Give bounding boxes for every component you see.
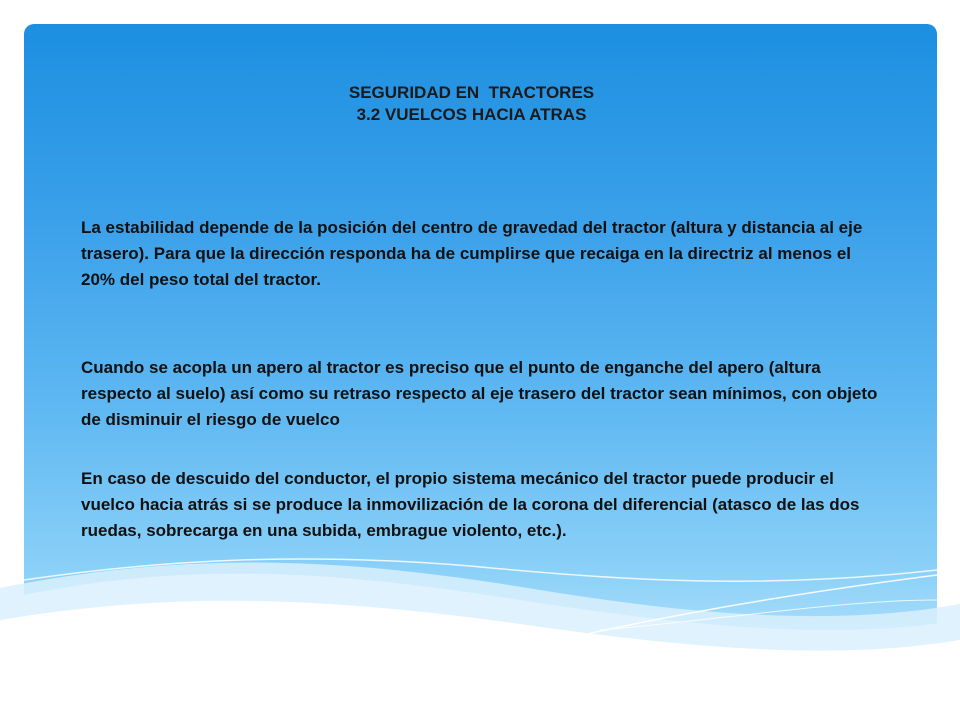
title-line-1: SEGURIDAD EN TRACTORES bbox=[348, 83, 595, 102]
slide-title bbox=[0, 82, 943, 126]
title-line-2: 3.2 VUELCOS HACIA ATRAS bbox=[356, 105, 587, 124]
paragraph-stability: La estabilidad depende de la posición del centro de gravedad del tractor (altura y distancia al eje trasero). Para que la dirección responda ha de cumplirse que recaiga en la directriz al menos el 20% del peso total del tractor. bbox=[81, 218, 863, 289]
paragraph-implement: Cuando se acopla un apero al tractor es preciso que el punto de enganche del apero (altura respecto al suelo) así como su retraso respecto al eje trasero del tractor sean mínimos, con objeto de disminuir el riesgo de vuelco bbox=[81, 358, 878, 429]
paragraph-driver-error: En caso de descuido del conductor, el propio sistema mecánico del tractor puede producir el vuelco hacia atrás si se produce la inmovilización de la corona del diferencial (atasco de las dos ruedas, sobrecarga en una subida, embrague violento, etc.). bbox=[81, 469, 860, 540]
